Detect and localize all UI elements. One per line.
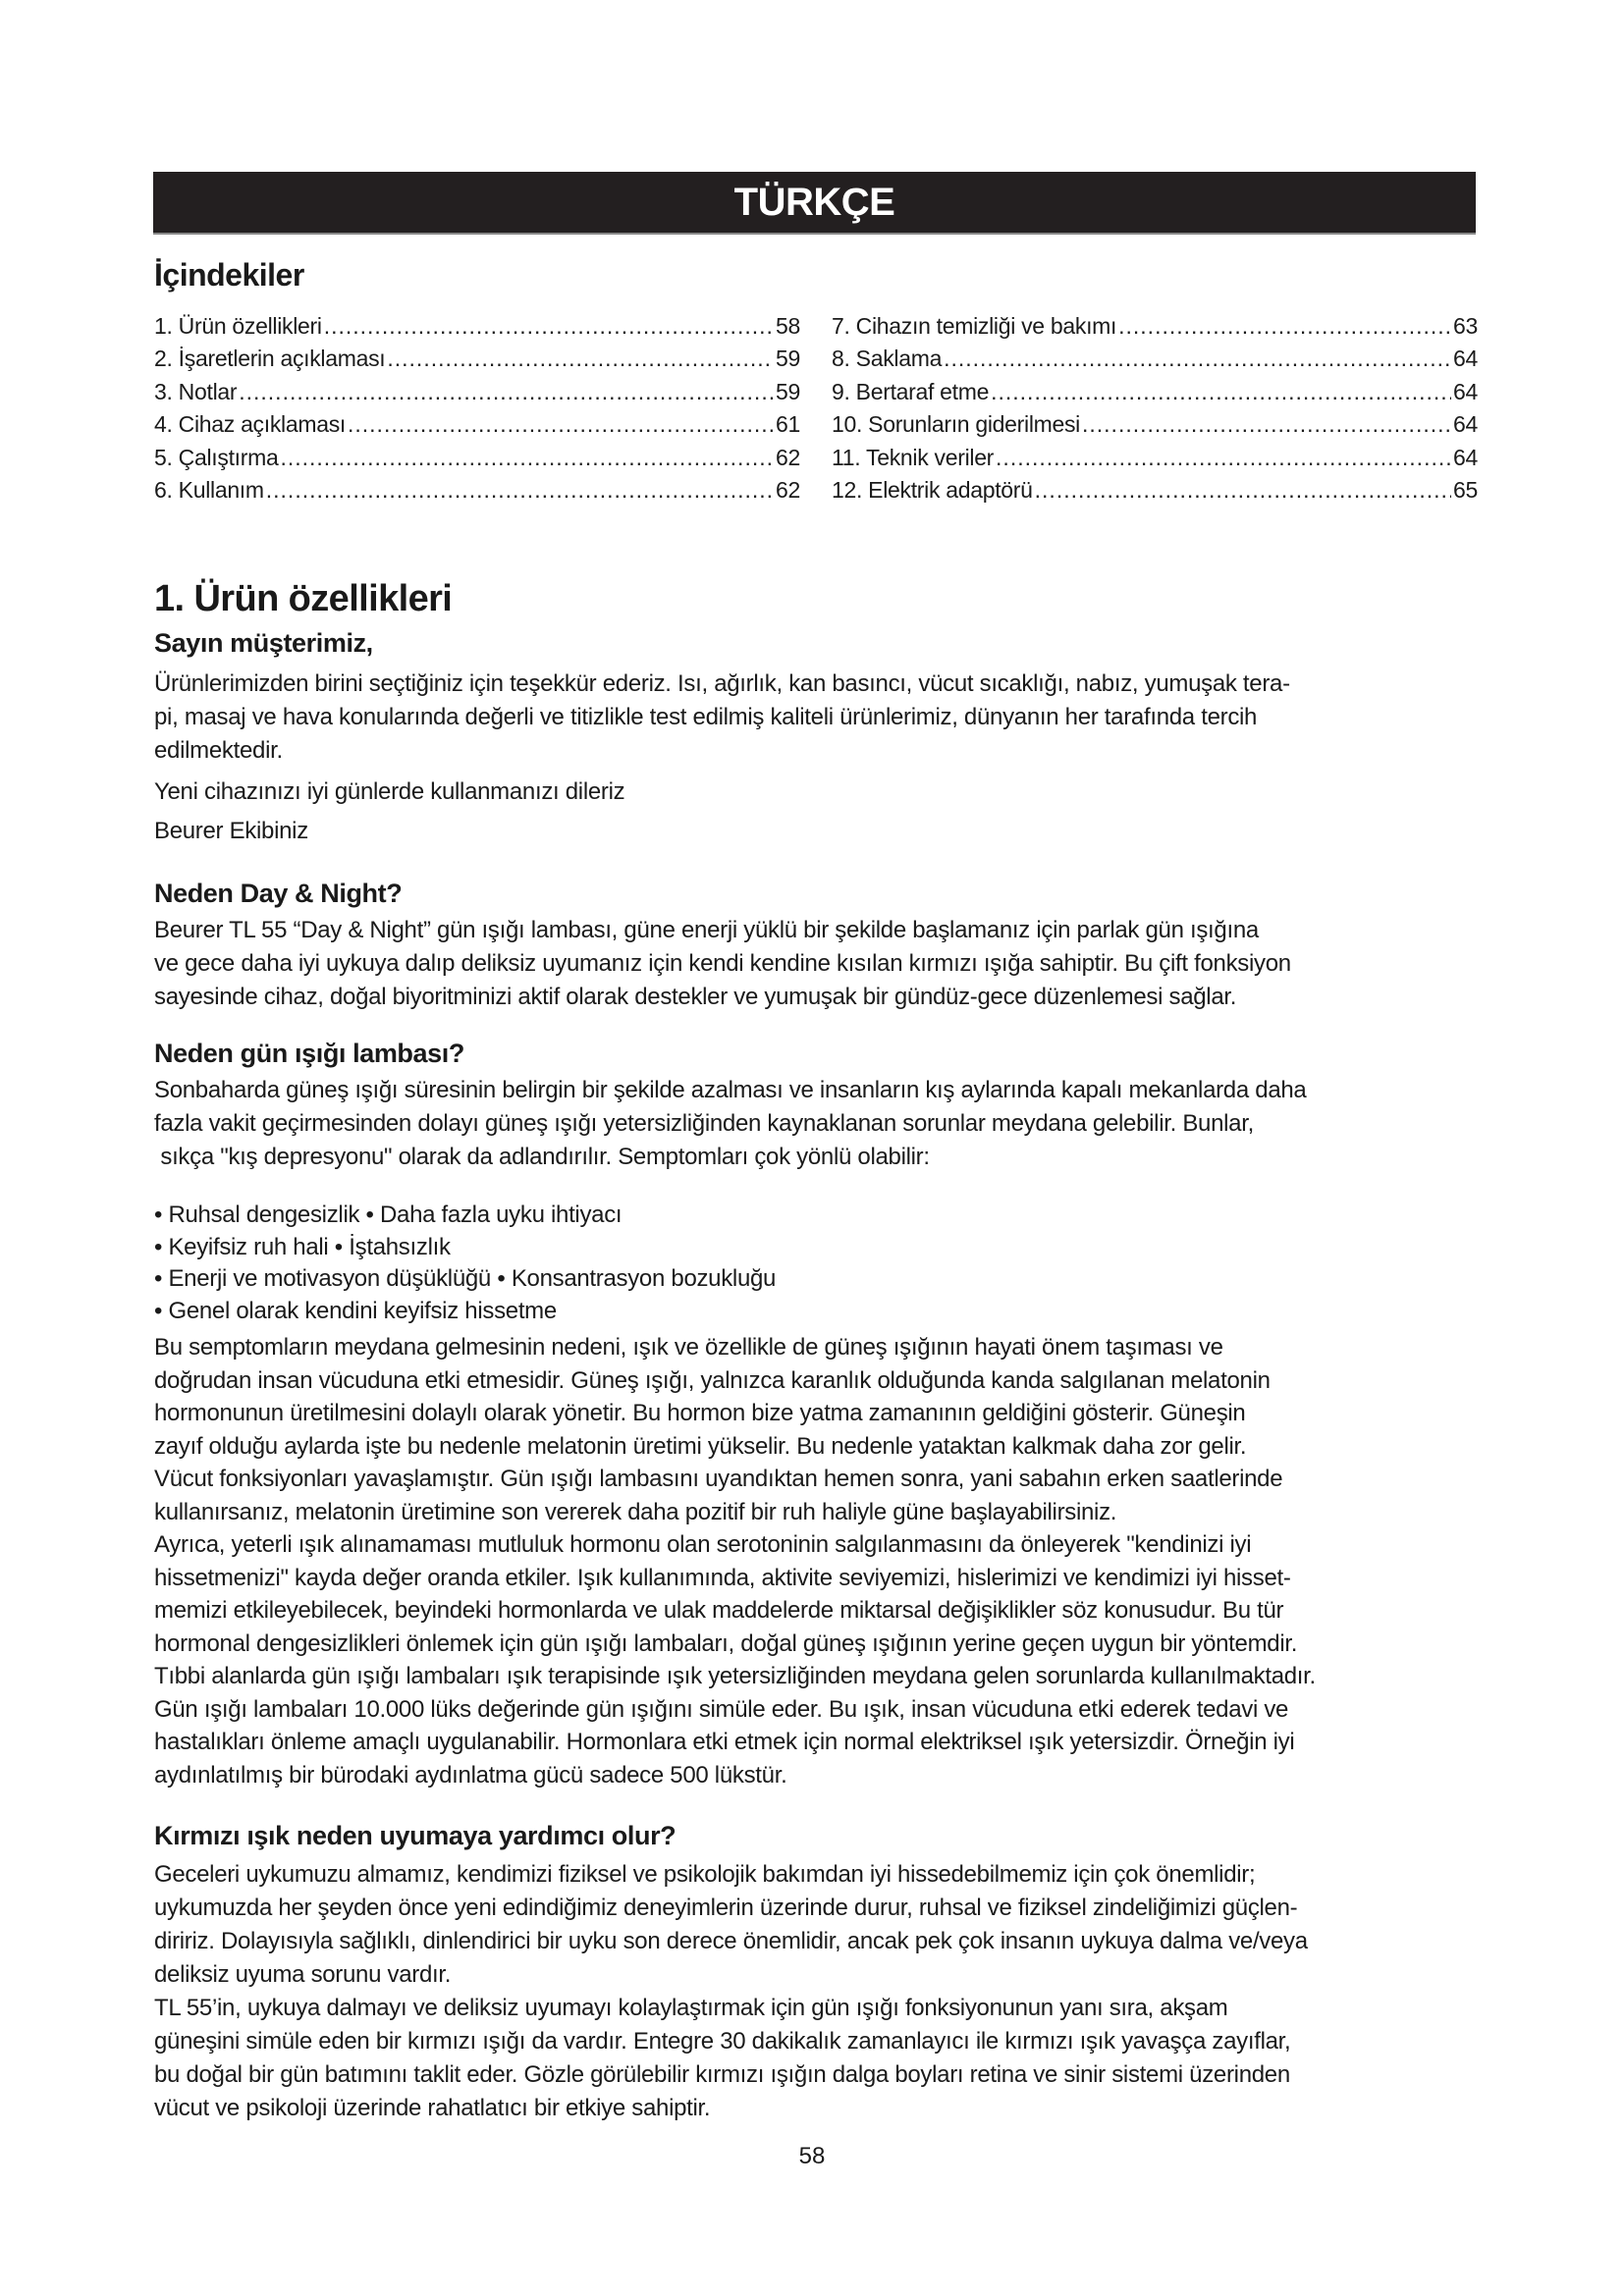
text-line: aydınlatılmış bir bürodaki aydınlatma gücü sadece 500 lükstür. [154,1761,787,1789]
toc-entry-page: 59 [776,378,800,404]
text-line: • Genel olarak kendini keyifsiz hissetme [154,1297,557,1324]
toc-entry[interactable] [832,442,1478,474]
text-line: Bu semptomların meydana gelmesinin nedeni, ışık ve özellikle de güneş ışığının hayati önem taşıması ve [154,1334,1223,1361]
toc-entry-label: 12. Elektrik adaptörü [832,477,1033,504]
text-line: bu doğal bir gün batımını taklit eder. Gözle görülebilir kırmızı ışığın dalga boyları retina ve sinir sistemi üzerinden [154,2061,1290,2088]
text-line: Ayrıca, yeterli ışık alınamaması mutluluk hormonu olan serotoninin salgılanmasını da önleyerek "kendinizi iyi [154,1531,1252,1558]
toc-entry[interactable] [832,474,1478,507]
section-title: 1. Ürün özellikleri [154,578,453,619]
day-night-heading: Neden Day & Night? [154,879,403,908]
text-line: pi, masaj ve hava konularında değerli ve titizlikle test edilmiş kaliteli ürünlerimiz, dünyanın her tarafında tercih [154,704,1258,730]
wish-line: Yeni cihazınızı iyi günlerde kullanmanızı dileriz [154,778,625,805]
toc-entry-label: 11. Teknik veriler [832,444,995,470]
text-line: ve gece daha iyi uykuya dalıp deliksiz uyumanız için kendi kendine kısılan kırmızı ışığa sahiptir. Bu çift fonksiyon [154,950,1291,977]
text-line: Vücut fonksiyonları yavaşlamıştır. Gün ışığı lambasını uyandıktan hemen sonra, yani sabahın erken saatlerinde [154,1466,1283,1492]
text-line: • Enerji ve motivasyon düşüklüğü • Konsantrasyon bozukluğu [154,1265,777,1292]
toc-entry-page: 64 [1453,411,1478,438]
text-line: diririz. Dolayısıyla sağlıklı, dinlendirici bir uyku son derece önemlidir, ancak pek çok insanın uykuya dalma ve/veya [154,1928,1308,1954]
toc-leader-dots [280,442,774,474]
signature-text [154,815,1480,848]
text-line: Tıbbi alanlarda gün ışığı lambaları ışık terapisinde ışık yetersizliğinden meydana gelen sorunlarda kullanılmaktadır. [154,1663,1316,1689]
toc-entry-label: 3. Notlar [154,378,238,404]
toc-leader-dots [324,310,774,343]
daylight-heading: Neden gün ışığı lambası? [154,1039,464,1068]
text-line: kullanırsanız, melatonin üretimine son vererek daha pozitif bir ruh haliyle güne başlayabilirsiniz. [154,1498,1117,1525]
text-line: • Keyifsiz ruh hali • İştahsızlık [154,1233,451,1260]
text-line: Ürünlerimizden birini seçtiğiniz için teşekkür ederiz. Isı, ağırlık, kan basıncı, vücut sıcaklığı, nabız, yumuşak tera- [154,670,1290,697]
toc-entry-page: 61 [776,411,800,438]
toc-entry-page: 65 [1453,477,1478,504]
toc-entry[interactable] [832,376,1478,408]
text-line: Beurer TL 55 “Day & Night” gün ışığı lambası, güne enerji yüklü bir şekilde başlamanız için parlak gün ışığına [154,917,1259,943]
banner-title: TÜRKÇE [733,180,895,224]
toc-entry-page: 64 [1453,444,1478,470]
text-line: hastalıkları önleme amaçlı uygulanabilir. Hormonlara etki etmek için normal elektriksel ışık yetersizdir. Örneğin iyi [154,1729,1295,1755]
toc-entry-page: 64 [1453,346,1478,372]
text-line: hormonunun üretilmesini dolaylı olarak yönetir. Bu hormon bize yatma zamanının geldiğini gösterir. Güneşin [154,1400,1246,1426]
red-light-heading: Kırmızı ışık neden uyumaya yardımcı olur? [154,1821,677,1850]
text-line: Gün ışığı lambaları 10.000 lüks değerinde gün ışığını simüle eder. Bu ışık, insan vücuduna etki ederek tedavi ve [154,1695,1289,1723]
greeting-heading: Sayın müşterimiz, [154,628,373,658]
text-line: sıkça "kış depresyonu" olarak da adlandırılır. Semptomları çok yönlü olabilir: [154,1144,930,1170]
toc-entry-label: 9. Bertaraf etme [832,378,990,404]
toc-title: İçindekiler [154,257,304,293]
toc-leader-dots [1082,408,1451,441]
text-line: zayıf olduğu aylarda işte bu nedenle melatonin üretimi yükselir. Bu nedenle yataktan kalkmak daha zor gelir. [154,1432,1247,1460]
text-line: Geceleri uykumuzu almamız, kendimizi fiziksel ve psikolojik bakımdan iyi hissedebilmemiz için çok önemlidir; [154,1861,1256,1888]
daylight-paragraph [154,1074,1480,1174]
toc-entry-label: 8. Saklama [832,346,943,372]
toc-entry[interactable] [154,442,800,474]
text-line: vücut ve psikoloji üzerinde rahatlatıcı bir etkiye sahiptir. [154,2095,711,2121]
toc-entry-label: 7. Cihazın temizliği ve bakımı [832,313,1117,339]
toc-leader-dots [348,408,774,441]
text-line: fazla vakit geçirmesinden dolayı güneş ışığı yetersizliğinden kaynaklanan sorunlar meydana gelebilir. Bunlar, [154,1110,1254,1137]
toc-entry[interactable] [154,343,800,375]
toc-leader-dots [387,343,774,375]
toc-entry[interactable] [154,376,800,408]
day-night-paragraph [154,914,1480,1014]
toc-leader-dots [991,376,1451,408]
signature-line: Beurer Ekibiniz [154,818,308,844]
text-line: TL 55’in, uykuya dalmayı ve deliksiz uyumayı kolaylaştırmak için gün ışığı fonksiyonunun yanı sıra, akşam [154,1995,1228,2021]
toc-entry[interactable] [154,474,800,507]
text-line: hissetmenizi" kayda değer oranda etkiler. Işık kullanımında, aktivite seviyemizi, hislerimizi ve kendimizi iyi hisset- [154,1564,1291,1591]
toc-entry-page: 62 [776,444,800,470]
toc-entry[interactable] [154,408,800,441]
toc-leader-dots [239,376,774,408]
daylight-body [154,1331,1480,1791]
text-line: • Ruhsal dengesizlik • Daha fazla uyku ihtiyacı [154,1201,623,1228]
toc-entry-page: 59 [776,346,800,372]
toc-entry-page: 63 [1453,313,1478,339]
text-line: doğrudan insan vücuduna etki etmesidir. Güneş ışığı, yalnızca karanlık olduğunda kanda salgılanan melatonin [154,1366,1271,1394]
toc-entry[interactable] [832,408,1478,441]
toc-leader-dots [266,474,774,507]
language-banner [153,172,1476,235]
toc-entry-page: 58 [776,313,800,339]
toc-leader-dots [996,442,1451,474]
toc-entry[interactable] [154,310,800,343]
toc-entry-label: 4. Cihaz açıklaması [154,411,346,438]
intro-paragraph [154,667,1480,768]
toc-entry-label: 6. Kullanım [154,477,264,504]
toc-right-column [832,310,1478,507]
text-line: hormonal dengesizlikleri önlemek için gün ışığı lambaları, doğal güneş ışığının yerine geçen uygun bir yöntemdir. [154,1629,1298,1657]
toc-entry-label: 1. Ürün özellikleri [154,313,322,339]
text-line: edilmektedir. [154,737,283,764]
toc-entry[interactable] [832,310,1478,343]
toc-leader-dots [1118,310,1451,343]
page-number: 58 [798,2143,826,2169]
toc-entry-page: 62 [776,477,800,504]
toc-entry-label: 10. Sorunların giderilmesi [832,411,1080,438]
toc-leader-dots [944,343,1451,375]
red-light-paragraph [154,1858,1480,2125]
text-line: memizi etkileyebilecek, beyindeki hormonlarda ve ulak maddelerde miktarsal değişiklikler söz konusudur. Bu tür [154,1597,1284,1624]
toc-entry-label: 2. İşaretlerin açıklaması [154,346,386,372]
text-line: güneşini simüle eden bir kırmızı ışığı da vardır. Entegre 30 dakikalık zamanlayıcı ile kırmızı ışık yavaşça zayıflar, [154,2028,1291,2055]
symptom-list [154,1200,1480,1327]
toc-entry-page: 64 [1453,378,1478,404]
toc-leader-dots [1035,474,1451,507]
wish-text [154,775,1480,809]
text-line: deliksiz uyuma sorunu vardır. [154,1961,452,1988]
text-line: sayesinde cihaz, doğal biyoritminizi aktif olarak destekler ve yumuşak bir gündüz-gece düzenlemesi sağlar. [154,984,1237,1010]
text-line: Sonbaharda güneş ışığı süresinin belirgin bir şekilde azalması ve insanların kış aylarında kapalı mekanlarda daha [154,1077,1307,1103]
toc-entry[interactable] [832,343,1478,375]
text-line: uykumuzda her şeyden önce yeni edindiğimiz deneyimlerin üzerinde durur, ruhsal ve fiziksel zindeliğimizi güçlen- [154,1895,1298,1921]
toc-left-column [154,310,800,507]
toc-entry-label: 5. Çalıştırma [154,444,279,470]
